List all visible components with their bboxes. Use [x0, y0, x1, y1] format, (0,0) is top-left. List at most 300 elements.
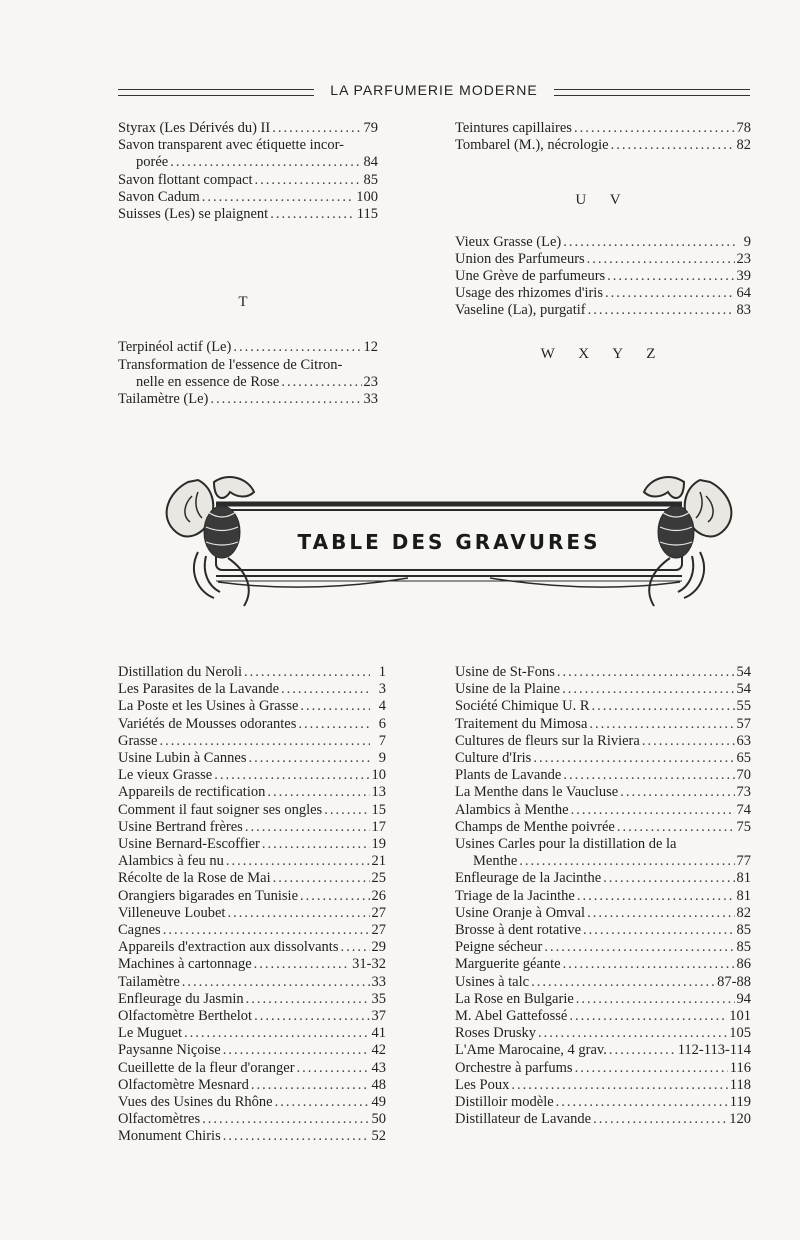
dot-leader [182, 974, 370, 991]
entry-page-number: 105 [729, 1025, 751, 1042]
index-entry [118, 374, 378, 391]
dot-leader [533, 750, 734, 767]
index-entry [118, 870, 386, 887]
entry-title: Olfactomètre Berthelot [118, 1008, 253, 1025]
entry-title: Récolte de la Rose de Mai [118, 870, 271, 887]
entry-page-number: 15 [371, 801, 386, 818]
dot-leader [589, 716, 734, 733]
dot-leader [210, 391, 361, 408]
entry-title: Villeneuve Loubet [118, 904, 226, 921]
entry-page-number: 86 [736, 956, 751, 973]
index-entry [118, 716, 386, 733]
entry-title: Distillateur de Lavande [455, 1111, 592, 1128]
dot-leader [227, 905, 369, 922]
index-entry [455, 1025, 751, 1042]
entry-page-number: 120 [729, 1111, 751, 1128]
entry-page-number: 7 [378, 732, 386, 749]
entry-title: Appareils de rectification [118, 784, 266, 801]
entry-page-number: 119 [729, 1094, 751, 1111]
entry-title: La Poste et les Usines à Grasse [118, 698, 299, 715]
entry-title: Cagnes [118, 922, 161, 939]
gravures-left-column [118, 664, 386, 1146]
entry-page-number: 1 [378, 664, 386, 680]
index-uv-entries [455, 234, 751, 320]
dot-leader [248, 750, 370, 767]
entry-title: Enfleurage du Jasmin [118, 990, 244, 1007]
entry-title: Peigne sécheur [455, 939, 543, 956]
index-entry [118, 836, 386, 853]
entry-page-number: 35 [371, 990, 386, 1007]
entry-page-number: 4 [378, 698, 386, 715]
dot-leader [267, 784, 369, 801]
entry-page-number: 49 [371, 1094, 386, 1111]
header-rule-right [554, 89, 750, 96]
entry-title: Orangiers bigarades en Tunisie [118, 887, 299, 904]
index-entry [118, 956, 386, 973]
index-entry [455, 1042, 751, 1059]
dot-leader [233, 339, 361, 356]
index-entry [455, 716, 751, 733]
entry-page-number: 85 [736, 922, 751, 939]
dot-leader [300, 698, 370, 715]
entry-title: Teintures capillaires [455, 120, 572, 136]
entry-title: Traitement du Mimosa [455, 715, 588, 732]
dot-leader [531, 974, 715, 991]
index-entry [455, 767, 751, 784]
index-entry [455, 733, 751, 750]
dot-leader [588, 302, 735, 319]
entry-page-number: 50 [371, 1111, 386, 1128]
dot-leader [575, 1060, 728, 1077]
entry-title: Roses Drusky [455, 1025, 536, 1042]
index-entry [118, 888, 386, 905]
dot-leader [563, 956, 735, 973]
dot-leader [574, 120, 735, 137]
entry-page-number: 23 [363, 373, 378, 390]
entry-page-number: 41 [371, 1025, 386, 1042]
index-t-entries [118, 339, 378, 408]
dot-leader [592, 698, 735, 715]
index-entry [118, 1094, 386, 1111]
dot-leader [617, 819, 735, 836]
dot-leader [605, 285, 735, 302]
dot-leader [214, 767, 369, 784]
dot-leader [609, 1042, 676, 1059]
dot-leader [587, 905, 734, 922]
index-entry [118, 339, 378, 356]
entry-title: Savon flottant compact [118, 171, 253, 188]
entry-title: Appareils d'extraction aux dissolvants [118, 939, 339, 956]
dot-leader [262, 836, 370, 853]
index-entry [118, 357, 378, 374]
entry-title: M. Abel Gattefossé [455, 1008, 568, 1025]
index-entry [118, 664, 386, 681]
entry-page-number: 48 [371, 1076, 386, 1093]
entry-title: Grasse [118, 732, 158, 749]
entry-page-number: 52 [371, 1128, 386, 1145]
entry-page-number: 100 [356, 188, 378, 205]
dot-leader [324, 802, 369, 819]
dot-leader [607, 268, 734, 285]
index-entry [118, 206, 378, 223]
index-left-column [118, 120, 378, 408]
entry-title: Enfleurage de la Jacinthe [455, 870, 602, 887]
dot-leader [163, 922, 370, 939]
entry-page-number: 6 [378, 715, 386, 732]
index-entry [118, 802, 386, 819]
dot-leader [563, 234, 735, 251]
entry-page-number: 85 [363, 171, 378, 188]
dot-leader [223, 1042, 370, 1059]
entry-page-number: 3 [378, 681, 386, 698]
entry-page-number: 74 [736, 801, 751, 818]
entry-title: Usine Bertrand frères [118, 818, 243, 835]
entry-page-number: 31-32 [352, 956, 386, 973]
dot-leader [226, 853, 370, 870]
entry-title: Cultures de fleurs sur la Riviera [455, 732, 640, 749]
dot-leader [576, 991, 735, 1008]
entry-page-number: 27 [371, 922, 386, 939]
index-entry [118, 1042, 386, 1059]
dot-leader [611, 137, 735, 154]
dot-leader [519, 853, 734, 870]
dot-leader [603, 870, 734, 887]
header-title: LA PARFUMERIE MODERNE [330, 82, 538, 98]
entry-title: Usines à talc [455, 973, 530, 990]
dot-leader [298, 716, 370, 733]
entry-title: Vieux Grasse (Le) [455, 233, 562, 250]
entry-title: L'Ame Marocaine, 4 grav. [455, 1042, 607, 1059]
entry-page-number: 25 [371, 870, 386, 887]
entry-page-number: 54 [736, 664, 751, 680]
entry-page-number: 75 [736, 818, 751, 835]
dot-leader [246, 991, 370, 1008]
entry-page-number: 115 [356, 206, 378, 223]
index-entry [455, 1077, 751, 1094]
index-entry [455, 698, 751, 715]
entry-title: Marguerite géante [455, 956, 561, 973]
entry-page-number: 57 [736, 715, 751, 732]
entry-page-number: 29 [371, 939, 386, 956]
entry-title: porée [136, 154, 169, 171]
index-entry [118, 120, 378, 137]
dot-leader [297, 1060, 370, 1077]
entry-page-number: 81 [736, 887, 751, 904]
dot-leader [583, 922, 734, 939]
entry-page-number: 112-113-114 [677, 1042, 751, 1059]
index-entry [118, 974, 386, 991]
entry-page-number: 33 [371, 973, 386, 990]
letter-heading-t: T [238, 294, 258, 311]
dot-leader [557, 664, 735, 681]
index-entry [118, 1077, 386, 1094]
index-entry [118, 905, 386, 922]
dot-leader [202, 1111, 369, 1128]
index-entry [118, 154, 378, 171]
letter-heading-wxyz: W X Y Z [540, 345, 666, 362]
dot-leader [556, 1094, 728, 1111]
index-entry [455, 1060, 751, 1077]
index-entry [455, 137, 751, 154]
dot-leader [538, 1025, 727, 1042]
entry-title: Alambics à Menthe [455, 801, 569, 818]
entry-page-number: 9 [743, 233, 751, 250]
dot-leader [270, 206, 355, 223]
running-header [118, 82, 750, 102]
entry-page-number: 85 [736, 939, 751, 956]
index-entry [118, 991, 386, 1008]
entry-title: Distillation du Neroli [118, 664, 243, 680]
dot-leader [255, 172, 362, 189]
index-entry [455, 234, 751, 251]
index-entry [455, 905, 751, 922]
dot-leader [272, 120, 361, 137]
entry-page-number: 42 [371, 1042, 386, 1059]
index-entry [455, 251, 751, 268]
index-entry [455, 888, 751, 905]
entry-title: Usine de la Plaine [455, 681, 561, 698]
entry-page-number: 23 [736, 250, 751, 267]
entry-page-number: 118 [729, 1076, 751, 1093]
index-entry [455, 802, 751, 819]
index-entry [118, 137, 378, 154]
index-entry [455, 956, 751, 973]
entry-title: Brosse à dent rotative [455, 922, 582, 939]
dot-leader [159, 733, 370, 750]
entry-page-number: 94 [736, 990, 751, 1007]
index-entry [118, 733, 386, 750]
entry-page-number: 73 [736, 784, 751, 801]
entry-title: Union des Parfumeurs [455, 250, 585, 267]
index-entry [455, 302, 751, 319]
index-entry [118, 1128, 386, 1145]
entry-page-number: 87-88 [717, 973, 751, 990]
index-entry [455, 285, 751, 302]
entry-title: Transformation de l'essence de Citron- [118, 356, 343, 373]
index-entry [455, 870, 751, 887]
letter-heading-uv: U V [575, 192, 631, 209]
entry-title: Olfactomètres [118, 1111, 201, 1128]
banner-title: TABLE DES GRAVURES [297, 530, 601, 554]
index-entry [455, 853, 751, 870]
entry-title: Usine de St-Fons [455, 664, 555, 680]
dot-leader [273, 870, 370, 887]
index-entry [455, 1111, 751, 1128]
entry-page-number: 82 [736, 904, 751, 921]
entry-title: Une Grève de parfumeurs [455, 268, 606, 285]
gravures-banner [158, 472, 740, 612]
dot-leader [563, 767, 734, 784]
dot-leader [544, 939, 734, 956]
entry-page-number: 79 [363, 120, 378, 136]
entry-title: Triage de la Jacinthe [455, 887, 575, 904]
dot-leader [254, 956, 350, 973]
index-entry [118, 698, 386, 715]
entry-title: Comment il faut soigner ses ongles [118, 801, 323, 818]
entry-title: Savon transparent avec étiquette incor- [118, 137, 344, 154]
entry-title: Tailamètre [118, 973, 180, 990]
index-entry [118, 172, 378, 189]
entry-title: Distilloir modèle [455, 1094, 554, 1111]
dot-leader [300, 888, 369, 905]
entry-title: Culture d'Iris [455, 750, 532, 767]
entry-page-number: 10 [371, 767, 386, 784]
index-entry [455, 268, 751, 285]
index-entry [455, 836, 751, 853]
entry-title: Monument Chiris [118, 1128, 221, 1145]
index-entry [118, 922, 386, 939]
index-entry [118, 819, 386, 836]
index-entry [118, 784, 386, 801]
dot-leader [593, 1111, 727, 1128]
index-entry [455, 819, 751, 836]
dot-leader [251, 1077, 370, 1094]
entry-title: Menthe [473, 853, 518, 870]
entry-title: Paysanne Niçoise [118, 1042, 221, 1059]
entry-title: Machines à cartonnage [118, 956, 252, 973]
index-right-column [455, 120, 751, 363]
left-iris-flower [167, 477, 254, 606]
index-entry [118, 1025, 386, 1042]
dot-leader [281, 374, 361, 391]
dot-leader [170, 154, 361, 171]
entry-page-number: 17 [371, 818, 386, 835]
entry-title: Le vieux Grasse [118, 767, 213, 784]
entry-title: La Rose en Bulgarie [455, 990, 574, 1007]
dot-leader [223, 1128, 370, 1145]
dot-leader [340, 939, 369, 956]
dot-leader [511, 1077, 727, 1094]
index-entry [455, 681, 751, 698]
index-entry [455, 939, 751, 956]
index-entry [118, 1111, 386, 1128]
entry-title: Société Chimique U. R [455, 698, 590, 715]
entry-title: Usine Bernard-Escoffier [118, 836, 260, 853]
entry-title: Suisses (Les) se plaignent [118, 206, 269, 223]
entry-page-number: 63 [736, 732, 751, 749]
entry-title: Variétés de Mousses odorantes [118, 715, 297, 732]
index-entry [455, 922, 751, 939]
index-entry [455, 991, 751, 1008]
entry-title: Les Poux [455, 1076, 510, 1093]
dot-leader [254, 1008, 369, 1025]
index-entry [118, 767, 386, 784]
entry-title: Tailamètre (Le) [118, 391, 209, 408]
dot-leader [587, 251, 735, 268]
index-entry [118, 939, 386, 956]
entry-page-number: 27 [371, 904, 386, 921]
entry-page-number: 43 [371, 1059, 386, 1076]
index-entry [455, 1008, 751, 1025]
gravures-right-column [455, 664, 751, 1128]
entry-page-number: 82 [736, 137, 751, 154]
index-entry [455, 1094, 751, 1111]
entry-title: Olfactomètre Mesnard [118, 1076, 249, 1093]
index-t-right-entries [455, 120, 751, 154]
entry-page-number: 13 [371, 784, 386, 801]
entry-title: Cueillette de la fleur d'oranger [118, 1059, 295, 1076]
entry-title: Alambics à feu nu [118, 853, 224, 870]
entry-page-number: 26 [371, 887, 386, 904]
index-entry [455, 120, 751, 137]
entry-page-number: 101 [729, 1008, 751, 1025]
index-entry [118, 391, 378, 408]
entry-page-number: 54 [736, 681, 751, 698]
entry-title: Savon Cadum [118, 188, 200, 205]
index-entry [455, 750, 751, 767]
dot-leader [281, 681, 370, 698]
index-entry [118, 1060, 386, 1077]
entry-page-number: 9 [378, 750, 386, 767]
dot-leader [569, 1008, 727, 1025]
entry-title: Vues des Usines du Rhône [118, 1094, 273, 1111]
entry-title: Usine Oranje à Omval [455, 904, 586, 921]
entry-title: Vaseline (La), purgatif [455, 302, 586, 319]
entry-page-number: 55 [736, 698, 751, 715]
dot-leader [571, 802, 735, 819]
entry-page-number: 81 [736, 870, 751, 887]
index-entry [455, 784, 751, 801]
entry-title: Tombarel (M.), nécrologie [455, 137, 609, 154]
dot-leader [562, 681, 734, 698]
entry-page-number: 78 [736, 120, 751, 136]
entry-page-number: 65 [736, 750, 751, 767]
index-entry [118, 681, 386, 698]
dot-leader [620, 784, 734, 801]
entry-title: La Menthe dans le Vaucluse [455, 784, 619, 801]
entry-page-number: 39 [736, 268, 751, 285]
entry-title: Plants de Lavande [455, 767, 562, 784]
dot-leader [244, 664, 370, 681]
entry-page-number: 84 [363, 154, 378, 171]
dot-leader [202, 189, 354, 206]
index-s-entries [118, 120, 378, 223]
entry-page-number: 19 [371, 836, 386, 853]
entry-page-number: 33 [363, 391, 378, 408]
entry-title: Styrax (Les Dérivés du) II [118, 120, 271, 136]
index-entry [455, 974, 751, 991]
entry-page-number: 77 [736, 853, 751, 870]
entry-title: Orchestre à parfums [455, 1059, 573, 1076]
dot-leader [577, 888, 735, 905]
dot-leader [184, 1025, 369, 1042]
entry-title: nelle en essence de Rose [136, 373, 280, 390]
right-iris-flower [644, 477, 731, 606]
index-entry [455, 664, 751, 681]
dot-leader [275, 1094, 370, 1111]
entry-page-number: 64 [736, 285, 751, 302]
entry-page-number: 70 [736, 767, 751, 784]
entry-title: Usine Lubin à Cannes [118, 750, 247, 767]
entry-title: Terpinéol actif (Le) [118, 339, 232, 356]
entry-title: Les Parasites de la Lavande [118, 681, 280, 698]
index-entry [118, 1008, 386, 1025]
entry-title: Le Muguet [118, 1025, 183, 1042]
dot-leader [245, 819, 370, 836]
index-entry [118, 189, 378, 206]
entry-page-number: 83 [736, 302, 751, 319]
entry-title: Usage des rhizomes d'iris [455, 285, 603, 302]
entry-page-number: 116 [729, 1059, 751, 1076]
dot-leader [642, 733, 735, 750]
index-entry [118, 750, 386, 767]
entry-title: Usines Carles pour la distillation de la [455, 836, 677, 853]
entry-page-number: 37 [371, 1008, 386, 1025]
entry-page-number: 12 [363, 339, 378, 356]
entry-title: Champs de Menthe poivrée [455, 818, 615, 835]
art-nouveau-ornament [158, 472, 740, 612]
entry-page-number: 21 [371, 853, 386, 870]
